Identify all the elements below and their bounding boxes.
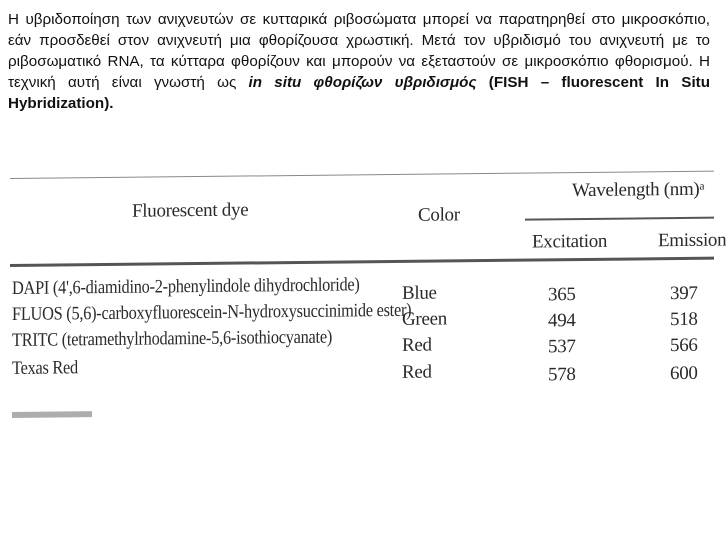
term-open: (	[476, 74, 494, 91]
row-4-emission: 600	[670, 362, 698, 385]
row-1-color: Blue	[402, 282, 437, 304]
row-1-emission: 397	[670, 282, 698, 305]
term-english: FISH – fluorescent In Situ Hybridization	[8, 74, 710, 112]
row-1-dye: DAPI (4',6-diamidino-2-phenylindole dihydrochloride)	[12, 274, 360, 299]
cutoff-row-fragment	[12, 411, 92, 418]
row-4-dye: Texas Red	[12, 357, 78, 379]
table-top-rule	[10, 171, 714, 179]
term-close: ).	[104, 95, 114, 112]
header-wavelength: Wavelength (nm)ᵃ	[572, 178, 705, 202]
row-2-dye: FLUOS (5,6)-carboxyfluorescein-N-hydroxysuccinimide ester)	[12, 299, 412, 325]
row-1-excitation: 365	[548, 284, 576, 306]
header-excitation: Excitation	[532, 230, 608, 253]
row-2-color: Green	[402, 308, 447, 330]
row-2-emission: 518	[670, 308, 698, 331]
row-3-emission: 566	[670, 334, 698, 357]
row-4-excitation: 578	[548, 364, 576, 386]
intro-paragraph	[8, 9, 710, 114]
row-3-dye: TRITC (tetramethylrhodamine-5,6-isothiocyanate)	[12, 326, 333, 351]
header-dye: Fluorescent dye	[132, 199, 249, 222]
paragraph-lead: Η υβριδοποίηση των ανιχνευτών σε κυτταρικά ριβοσώματα μπορεί να παρατηρηθεί στο μικροσκόπιο, εάν προσδεθεί στον ανιχνευτή μια φθορίζουσα χρωστική. Μετά τον υβριδισμό του ανιχνευτή με το ριβοσωματικό RNA, τα κύτταρα φθορίζουν και μπορούν να εξεταστούν σε μικροσκόπιο φθορισμού. Η τεχνική αυτή είναι γνωστή ως	[8, 11, 710, 91]
dye-table-scan	[10, 169, 726, 422]
term-greek: in situ φθορίζων υβριδισμός	[248, 74, 477, 91]
header-color: Color	[418, 204, 460, 226]
row-2-excitation: 494	[548, 310, 576, 332]
row-3-excitation: 537	[548, 336, 576, 358]
header-bottom-rule	[10, 257, 714, 267]
row-3-color: Red	[402, 334, 432, 356]
header-emission: Emission	[658, 229, 726, 252]
row-4-color: Red	[402, 361, 432, 383]
wavelength-rule	[525, 217, 714, 221]
